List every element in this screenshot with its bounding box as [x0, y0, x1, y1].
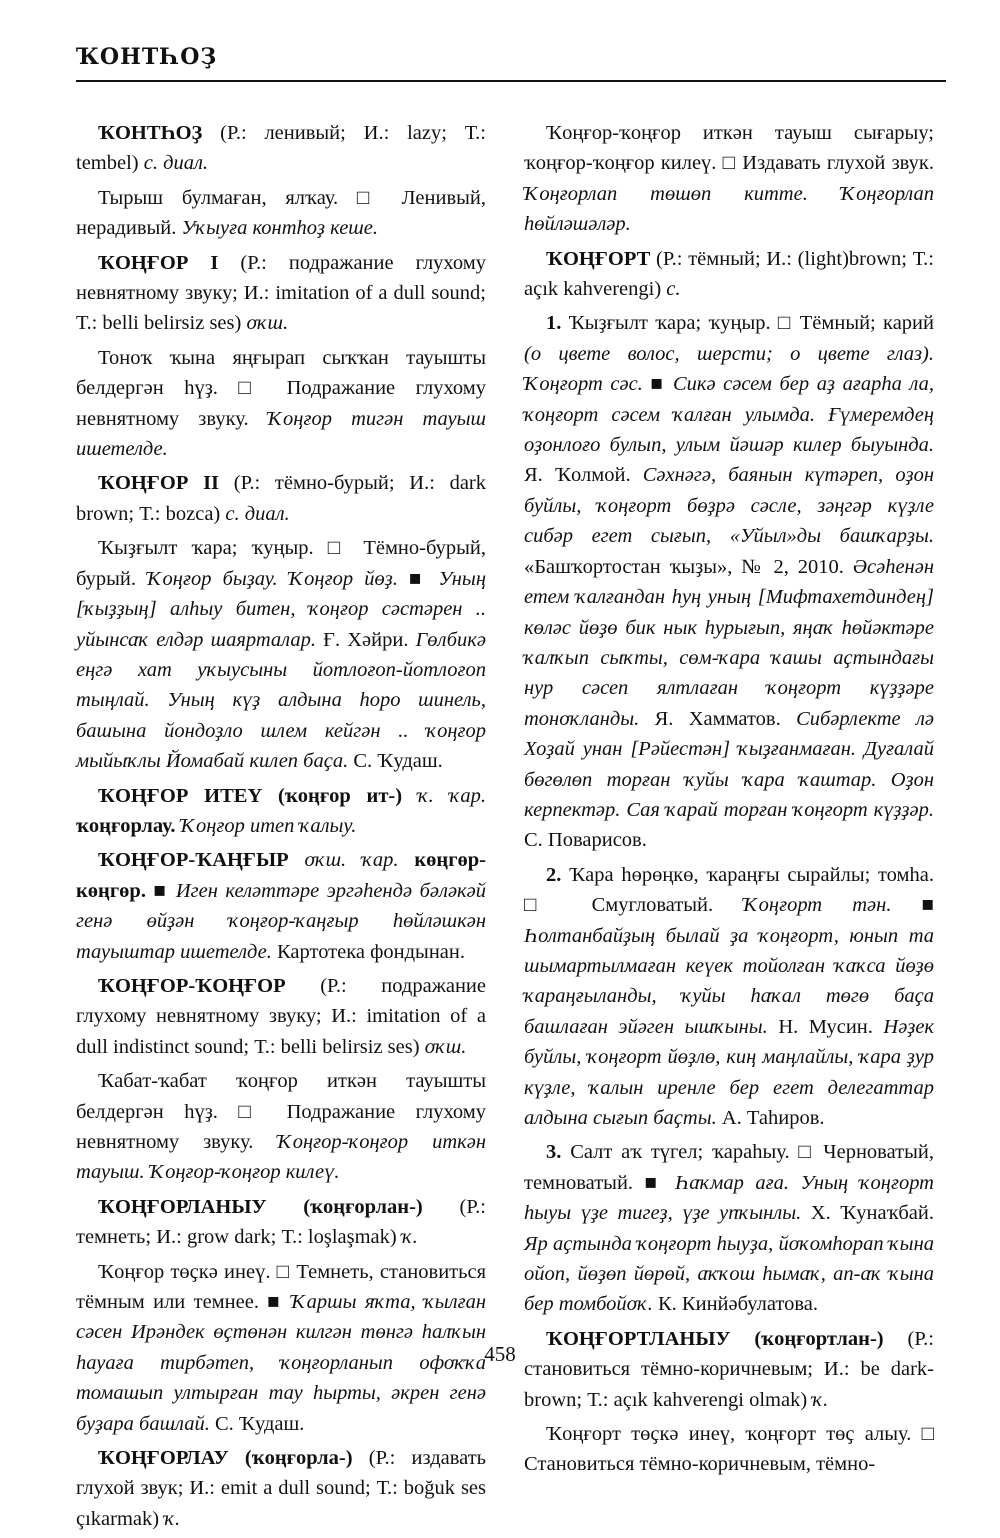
- entry-paragraph: [76, 1192, 486, 1253]
- entry-paragraph: [76, 1066, 486, 1188]
- text-run: [402, 785, 418, 807]
- entry-paragraph: [76, 468, 486, 529]
- text-run: [289, 849, 305, 871]
- italic-text: Ҡоңғорлап төшөп китте. Ҡоңғорлап һөйләшәләр.: [524, 182, 934, 236]
- italic-text: Иген келәттәре эргәһендә бәләкәй генә өйҙән ҡоңғор-ҡаңғыр һөйләшкән тауыштар ишетелде.: [76, 879, 486, 963]
- text-run: Х. Ҡунаҡбай.: [801, 1202, 935, 1225]
- text-run: (Р.: становиться тёмно-коричневым; И.: be dark-brown; Т.: açık kahverengi olmak): [524, 1327, 934, 1411]
- text-run: Ҡыҙғылт ҡара; ҡуңыр. □ Тёмно-бурый, бурый.: [76, 537, 486, 590]
- italic-text: Һаҡмар аға. Уның ҡоңғорт һыуы үҙе тигеҙ, үҙе упҡынлы.: [524, 1171, 934, 1225]
- headword: 2.: [546, 863, 562, 886]
- entry-paragraph: [524, 308, 934, 855]
- text-run: (Р.: подражание глухому невнятному звуку; И.: imitation of a dull indistinct sound; Т.: belli belirsiz ses): [76, 974, 486, 1058]
- italic-text: Ҡоңғорт тән.: [743, 894, 892, 917]
- italic-text: Әсәһенән етем ҡалғандан һуң уның [Мифтахетдиндең] көләс йөҙө бик нык һурығып, яңаҡ һөйәктәре ҡалҡып сыҡты, сөм-ҡара ҡашы аҫтындағы нур сәсеп ялтлаған ҡоңғорт күҙҙәре тоноҡланды.: [524, 555, 934, 730]
- headword: көңгөр-көңгөр.: [76, 849, 486, 902]
- headword: 1.: [546, 312, 562, 335]
- italic-text: ҡ.: [401, 1226, 418, 1249]
- entry-paragraph: [76, 971, 486, 1062]
- text-run: Ҡабат-ҡабат ҡоңғор иткән тауышты белдергән һүҙ. □ Подражание глухому невнятному звуку.: [76, 1070, 486, 1153]
- entry-paragraph: [76, 781, 486, 842]
- italic-text: Ҡоңғор быҙау. Ҡоңғор йөҙ.: [147, 567, 398, 590]
- text-run: (Р.: темнеть; И.: grow dark; Т.: loşlaşmak): [76, 1195, 486, 1249]
- italic-text: оҡш.: [424, 1035, 467, 1058]
- text-run: Салт аҡ түгел; ҡараһыу. □ Черноватый, темноватый. ■: [524, 1141, 934, 1194]
- italic-text: ҡ.: [164, 1507, 181, 1530]
- text-run: [398, 849, 414, 871]
- italic-text: Нәҙек буйлы, ҡоңғорт йөҙлө, киң маңлайлы, ҡара ҙур күҙле, ҡалын иренле бер егет делегаттар алдына сығып баҫты.: [524, 1015, 935, 1129]
- italic-text: оҡш. ҡар.: [304, 849, 399, 872]
- italic-text: Ҡаршы яҡта, ҡылған сәсен Ирәндек өҫтөнән килгән төнгә һалҡын һауаға тирбәтеп, ҡоңғорланып офоҡҡа томашып ултырған тау һырты, әкрен генә буҙара башлай.: [76, 1291, 487, 1435]
- text-run: Тоноҡ ҡына яңғырап сыҡҡан тауышты белдергән һүҙ. □ Подражание глухому невнятному звуку.: [76, 346, 486, 430]
- text-run: (Р.: издавать глухой звук; И.: emit a dull sound; Т.: boğuk ses çıkarmak): [76, 1447, 487, 1530]
- headword: ҠОНТҺОҘ: [98, 122, 203, 144]
- entry-paragraph: [524, 860, 934, 1134]
- italic-text: Уның [ҡыҙҙың] алһыу битен, ҡоңғор сәстәрен .. уйынсаҡ елдәр шаярталар.: [76, 567, 486, 651]
- entry-paragraph: [524, 118, 934, 240]
- text-run: Ҡоңғор-ҡоңғор иткән тауыш сығарыу; ҡоңғор-ҡоңғор килеү. □ Издавать глухой звук.: [524, 122, 934, 175]
- italic-text: Сәхнәгә, баянын күтәреп, оҙон буйлы, ҡоңғорт бөҙрә сәсле, зәңгәр күҙле сибәр егет сығып, «Уйыл»ды башҡарҙы.: [524, 464, 934, 548]
- italic-text: оҡш.: [246, 312, 289, 335]
- entry-paragraph: [76, 248, 486, 339]
- entry-paragraph: [76, 533, 486, 776]
- text-run: Тырыш булмаған, ялҡау. □ Ленивый, нерадивый.: [76, 186, 486, 240]
- entry-paragraph: [76, 118, 486, 179]
- text-run: Ҡыҙғылт ҡара; ҡуңыр. □ Тёмный; карий: [561, 312, 934, 335]
- text-run: Я. Ҡолмой.: [524, 464, 643, 487]
- text-run: ■: [397, 567, 439, 590]
- headword: ҠОҢҒОР II: [98, 472, 220, 495]
- entry-paragraph: [524, 1137, 934, 1319]
- italic-text: Сибәрлекте лә Хоҙай унан [Рәйестән] ҡыҙғанмаған. Дуғалай бөгөлөп торған ҡуйы ҡара ҡаштар. Оҙон керпектәр. Сая ҡарай торған ҡоңғорт күҙҙәр.: [524, 707, 934, 821]
- text-run: Я. Хамматов.: [639, 707, 797, 730]
- headword: ҡоңғорлау.: [76, 814, 176, 837]
- text-run: (Р.: ленивый; И.: lazy; Т.: tembel): [76, 122, 486, 175]
- italic-text: Уҡыуға контһоҙ кеше.: [181, 217, 378, 240]
- right-column: [524, 118, 934, 1484]
- italic-text: (о цвете волос, шерсти; о цвете глаз). Ҡоңғорт сәс.: [524, 342, 934, 396]
- entry-paragraph: [76, 845, 486, 967]
- entry-paragraph: [524, 1419, 934, 1480]
- italic-text: Ҡоңғор тигән тауыш ишетелде.: [76, 407, 486, 461]
- left-column: [76, 118, 486, 1538]
- text-run: С. Ҡудаш.: [348, 750, 443, 773]
- text-run: (Р.: подражание глухому невнятному звуку; И.: imitation of a dull sound; Т.: belli belirsiz ses): [76, 251, 486, 335]
- headword: ҠОҢҒОР ИТЕҮ (ҡоңғор ит-): [98, 784, 403, 807]
- text-run: С. Ҡудаш.: [209, 1412, 305, 1435]
- text-run: Ҡоңғор төҫкә инеү. □ Темнеть, становиться тёмным или темнее. ■: [76, 1260, 486, 1314]
- italic-text: Гөлбикә еңгә хат уҡыусыны йотлоғоп-йотлоғоп тыңлай. Уның күҙ алдына һоро шинель, башына йондоҙло шлем кейгән .. ҡоңғор мыйыҡлы Йомабай килеп баҫа.: [76, 628, 486, 773]
- text-run: Ҡара һөрөңкө, ҡараңғы сырайлы; томһа. □ Смугловатый.: [524, 863, 934, 917]
- headword: ҠОҢҒОРТЛАНЫУ (ҡоңғортлан-): [546, 1327, 884, 1350]
- italic-text: Ҡоңғор-ҡоңғор иткән тауыш. Ҡоңғор-ҡоңғор килеү.: [76, 1131, 486, 1184]
- entry-paragraph: [76, 1443, 486, 1534]
- text-run: А. Таһиров.: [716, 1107, 825, 1129]
- italic-text: Ҡоңғор итеп ҡалыу.: [180, 814, 357, 837]
- italic-text: Яр аҫтында ҡоңғорт һыуҙа, йоҡомһорап ҡына ойоп, йөҙөп йөрөй, аҡҡош һымаҡ, ап-аҡ ҡына бер томбойоҡ.: [524, 1232, 934, 1316]
- headword: ҠОҢҒОР I: [98, 251, 219, 274]
- italic-text: с. диал.: [143, 152, 209, 175]
- entry-paragraph: [524, 1324, 934, 1415]
- headword: ҠОҢҒОР-ҠАҢҒЫР: [98, 849, 289, 872]
- text-run: Н. Мусин.: [767, 1015, 884, 1038]
- headword: ҠОҢҒОРТ: [546, 247, 651, 270]
- entry-paragraph: [76, 183, 486, 244]
- italic-text: ҡ.: [812, 1388, 829, 1411]
- text-run: С. Поварисов.: [524, 829, 647, 852]
- headword: ҠОҢҒОРЛАНЫУ (ҡоңғорлан-): [98, 1195, 423, 1218]
- text-run: Ҡоңғорт төҫкә инеү, ҡоңғорт төҫ алыу. □ Становиться тёмно-коричневым, тёмно-: [524, 1423, 934, 1476]
- italic-text: с.: [666, 278, 681, 301]
- text-run: (Р.: тёмно-бурый; И.: dark brown; Т.: bozca): [76, 472, 487, 525]
- italic-text: Һолтанбайҙың былай ҙа ҡоңғорт, юнып та шымартылмаған кеүек тойолған ҡаҡса йөҙө ҡараңғыланды, ҡуйы һаҡал төгө баҫа башлаған эйәген ышҡыны.: [524, 924, 934, 1038]
- italic-text: ҡ. ҡар.: [417, 784, 486, 807]
- italic-text: с. диал.: [225, 502, 290, 525]
- headword: ҠОҢҒОРЛАУ (ҡоңғорла-): [98, 1447, 353, 1470]
- text-run: (Р.: тёмный; И.: (light)brown; Т.: açık kahverengi): [524, 247, 934, 301]
- text-run: «Башҡортостан ҡыҙы», № 2, 2010.: [524, 555, 853, 578]
- text-run: ■: [642, 373, 673, 396]
- headword: ҠОҢҒОР-ҠОҢҒОР: [98, 974, 286, 997]
- running-head: ҠОНТҺОҘ: [76, 44, 218, 70]
- text-run: К. Кинйәбулатова.: [652, 1293, 818, 1316]
- header-rule: [76, 80, 946, 82]
- page-number: 458: [484, 1342, 516, 1366]
- text-run: Картотека фондынан.: [271, 940, 465, 963]
- entry-paragraph: [76, 343, 486, 465]
- text-run: ■: [145, 879, 176, 902]
- headword: 3.: [546, 1141, 562, 1164]
- text-run: Ғ. Хәйри.: [315, 628, 416, 651]
- text-run: ■: [891, 894, 934, 917]
- entry-paragraph: [524, 244, 934, 305]
- italic-text: Сикә сәсем бер аҙ ағарһа ла, ҡоңғорт сәсем ҡалған улымда. Ғүмеремдең оҙонлоғо булып, улым йәшәр килер быуында.: [524, 373, 934, 457]
